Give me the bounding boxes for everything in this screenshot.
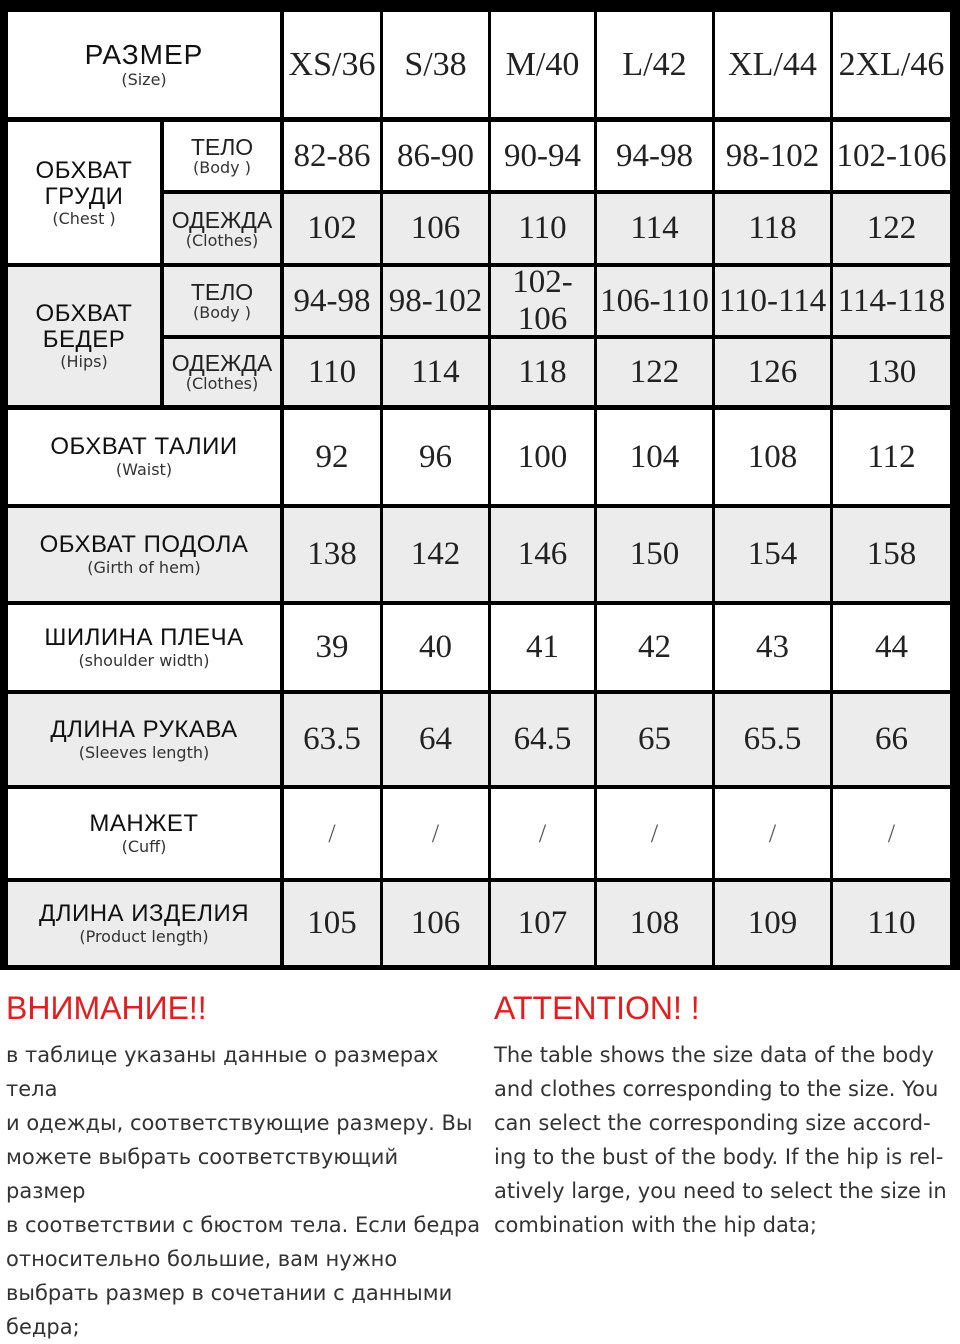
- value: 102: [307, 210, 357, 246]
- row-value: [833, 694, 950, 785]
- row-value: [715, 789, 830, 878]
- value: 146: [517, 536, 568, 572]
- value: 42: [638, 629, 671, 665]
- value: /: [768, 818, 777, 848]
- value: 114: [630, 210, 679, 246]
- chest-body-value: [383, 122, 488, 190]
- value: 90-94: [504, 137, 581, 174]
- value: 118: [518, 353, 567, 390]
- en-attention-heading: ATTENTION! !: [494, 990, 700, 1026]
- value: 39: [315, 629, 349, 665]
- row-value: [383, 508, 488, 601]
- row-value: [833, 882, 950, 965]
- chest-body-value: [284, 122, 380, 190]
- chest-clothes-value: [597, 194, 712, 263]
- value: 158: [866, 536, 917, 572]
- row-value: [491, 508, 594, 601]
- ru-attention-heading: ВНИМАНИЕ!!: [6, 990, 207, 1026]
- size-column-header: [597, 12, 712, 117]
- row-value: [491, 882, 594, 965]
- row-title: ДЛИНА РУКАВА: [50, 715, 238, 743]
- value: 118: [748, 210, 797, 246]
- hips-body-value: [284, 267, 380, 335]
- row-value: [715, 410, 830, 504]
- hips-body-value: [833, 267, 950, 335]
- value: /: [650, 818, 659, 848]
- chest-clothes-value: [383, 194, 488, 263]
- value: 96: [419, 438, 452, 475]
- hips-label-cell: [8, 267, 160, 405]
- value: 110: [867, 905, 916, 941]
- hips-body-value: [597, 267, 712, 335]
- chest-clothes-label-cell: [164, 194, 280, 263]
- row-subtitle: (Waist): [115, 460, 173, 479]
- value: 86-90: [397, 137, 474, 174]
- clothes-sublabel: (Clothes): [185, 230, 259, 250]
- value: 112: [867, 438, 916, 475]
- size-label: M/40: [505, 45, 580, 83]
- value: 106-110: [600, 282, 709, 319]
- value: 126: [747, 353, 798, 390]
- value: 110-114: [718, 282, 827, 319]
- row-value: [284, 605, 380, 690]
- row-value: [715, 605, 830, 690]
- row-value: [715, 882, 830, 965]
- row-label-cell: [8, 694, 280, 785]
- hips-body-label-cell: [164, 267, 280, 335]
- value: 114-118: [837, 282, 946, 319]
- row-value: [491, 410, 594, 504]
- chest-body-value: [833, 122, 950, 190]
- size-label: S/38: [404, 45, 467, 83]
- hips-clothes-value: [491, 339, 594, 405]
- value: 100: [517, 438, 568, 475]
- value: 114: [411, 353, 460, 390]
- value: 82-86: [293, 137, 371, 174]
- value: 65: [638, 721, 671, 757]
- value: /: [431, 818, 440, 848]
- row-value: [597, 694, 712, 785]
- size-header-cell: [8, 12, 280, 117]
- value: 138: [307, 536, 357, 572]
- hips-clothes-value: [833, 339, 950, 405]
- row-value: [383, 789, 488, 878]
- size-label: 2XL/46: [838, 45, 945, 83]
- value: 102-106: [512, 264, 573, 337]
- hips-clothes-value: [597, 339, 712, 405]
- row-value: [284, 410, 380, 504]
- value: 107: [517, 905, 568, 941]
- clothes-label: ОДЕЖДА: [171, 350, 273, 376]
- value: 104: [629, 438, 680, 475]
- size-column-header: [491, 12, 594, 117]
- size-column-header: [833, 12, 950, 117]
- value: 65.5: [743, 721, 802, 757]
- body-label: ТЕЛО: [190, 134, 254, 160]
- body-label: ТЕЛО: [190, 279, 254, 305]
- value: 150: [629, 536, 680, 572]
- row-value: [383, 694, 488, 785]
- row-value: [715, 508, 830, 601]
- row-value: [597, 789, 712, 878]
- value: 106: [410, 210, 461, 246]
- hips-body-value: [383, 267, 488, 335]
- row-label-cell: [8, 882, 280, 965]
- hips-clothes-value: [715, 339, 830, 405]
- value: 94-98: [293, 282, 371, 319]
- hips-clothes-label-cell: [164, 339, 280, 405]
- row-value: [284, 789, 380, 878]
- value: /: [328, 818, 336, 848]
- row-value: [383, 410, 488, 504]
- value: 94-98: [616, 137, 693, 174]
- value: 110: [307, 353, 357, 390]
- row-value: [491, 789, 594, 878]
- value: 98-102: [388, 282, 483, 319]
- clothes-sublabel: (Clothes): [185, 374, 259, 393]
- row-value: [491, 694, 594, 785]
- chest-clothes-value: [715, 194, 830, 263]
- value: 110: [518, 210, 567, 246]
- size-column-header: [715, 12, 830, 117]
- chest-clothes-value: [491, 194, 594, 263]
- row-label-cell: [8, 605, 280, 690]
- value: 102-106: [836, 137, 947, 174]
- row-value: [284, 882, 380, 965]
- row-value: [284, 694, 380, 785]
- value: 142: [410, 536, 461, 572]
- value: 106: [410, 905, 461, 941]
- row-title: ШИЛИНА ПЛЕЧА: [44, 623, 244, 651]
- chest-body-value: [715, 122, 830, 190]
- row-value: [833, 605, 950, 690]
- size-column-header: [284, 12, 380, 117]
- size-column-header: [383, 12, 488, 117]
- row-subtitle: (Sleeves length): [78, 742, 210, 762]
- value: 40: [419, 629, 452, 665]
- value: 66: [875, 721, 908, 757]
- chest-clothes-value: [833, 194, 950, 263]
- clothes-label: ОДЕЖДА: [171, 206, 273, 233]
- chest-body-value: [597, 122, 712, 190]
- row-value: [597, 605, 712, 690]
- value: 64: [419, 721, 452, 757]
- hips-title: ОБХВАТ БЕДЕР: [35, 300, 133, 353]
- row-title: ОБХВАТ ТАЛИИ: [50, 433, 238, 460]
- row-label-cell: [8, 410, 280, 504]
- hips-body-value: [715, 267, 830, 335]
- row-value: [597, 882, 712, 965]
- value: 105: [307, 905, 357, 941]
- hips-subtitle: (Hips): [60, 352, 108, 371]
- value: 154: [747, 536, 798, 572]
- row-label-cell: [8, 508, 280, 601]
- hips-clothes-value: [383, 339, 488, 405]
- size-subtitle: (Size): [121, 69, 167, 89]
- row-subtitle: (Cuff): [121, 836, 167, 856]
- value: /: [538, 818, 547, 848]
- row-value: [491, 605, 594, 690]
- chest-body-label-cell: [164, 122, 280, 190]
- size-label: L/42: [622, 45, 687, 83]
- value: 44: [875, 629, 908, 665]
- row-subtitle: (Product length): [79, 926, 209, 946]
- chest-clothes-value: [284, 194, 380, 263]
- row-value: [383, 882, 488, 965]
- hips-clothes-value: [284, 339, 380, 405]
- row-subtitle: (shoulder width): [78, 650, 210, 670]
- value: 92: [315, 438, 349, 475]
- size-title: РАЗМЕР: [84, 38, 204, 70]
- row-value: [597, 508, 712, 601]
- value: /: [887, 818, 896, 848]
- value: 43: [756, 629, 789, 665]
- hips-body-value: [491, 264, 594, 337]
- size-label: XS/36: [288, 45, 376, 83]
- value: 122: [629, 353, 680, 390]
- value: 130: [866, 353, 917, 390]
- chest-body-value: [491, 122, 594, 190]
- body-sublabel: (Body ): [193, 158, 251, 177]
- value: 41: [526, 629, 559, 665]
- value: 64.5: [513, 721, 572, 757]
- row-label-cell: [8, 789, 280, 878]
- chest-label-cell: [8, 122, 160, 263]
- row-value: [383, 605, 488, 690]
- row-value: [715, 694, 830, 785]
- value: 63.5: [303, 721, 361, 757]
- row-value: [833, 508, 950, 601]
- en-attention-text: The table shows the size data of the body and clothes corresponding to the size. You can select the corresponding size accord- ing to the bust of the body. If the hip is rel- atively large, you need to select the size in combination with the hip data;: [494, 1043, 947, 1237]
- row-value: [597, 410, 712, 504]
- body-sublabel: (Body ): [193, 303, 251, 322]
- chest-subtitle: (Chest ): [52, 208, 116, 228]
- value: 108: [747, 438, 798, 475]
- row-value: [833, 789, 950, 878]
- size-label: XL/44: [728, 45, 817, 83]
- row-title: ДЛИНА ИЗДЕЛИЯ: [38, 899, 250, 927]
- value: 98-102: [725, 137, 820, 174]
- chest-title: ОБХВАТ ГРУДИ: [35, 156, 133, 210]
- row-title: ОБХВАТ ПОДОЛА: [39, 530, 249, 558]
- row-title: МАНЖЕТ: [89, 809, 199, 837]
- value: 108: [629, 905, 680, 941]
- row-value: [833, 410, 950, 504]
- value: 122: [866, 210, 917, 246]
- row-value: [284, 508, 380, 601]
- row-subtitle: (Girth of hem): [87, 557, 201, 577]
- value: 109: [747, 905, 798, 941]
- ru-attention-text: в таблице указаны данные о размерах тела и одежды, соответствующие размеру. Вы можете выбрать соответствующий размер в соответствии с бюстом тела. Если бедра относительно большие, вам нужно выбрать размер в сочетании с данными бедра;: [6, 1043, 481, 1339]
